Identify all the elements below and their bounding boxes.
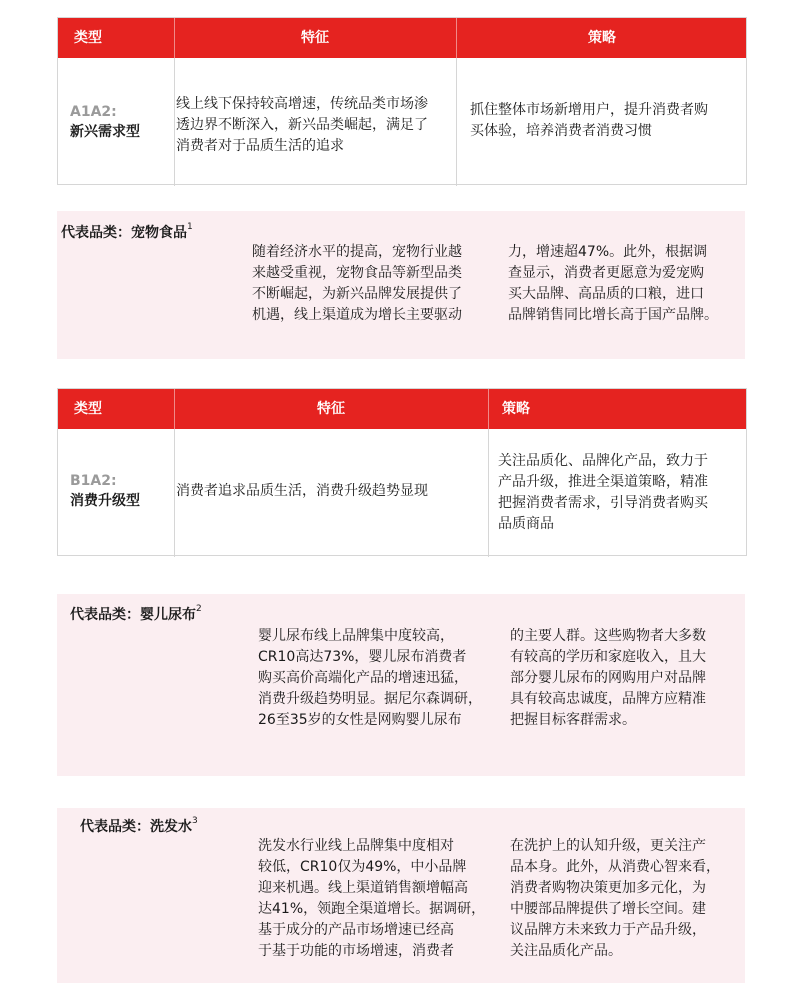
feature-line: 消费者追求品质生活，消费升级趋势显现 [176, 483, 428, 499]
text-line: 来越受重视，宠物食品等新型品类 [252, 265, 462, 281]
type-code: A1A2: [70, 104, 117, 120]
text-line: 力，增速超47%。此外，根据调 [508, 244, 708, 260]
strategy-line: 买体验，培养消费者消费习惯 [470, 123, 652, 139]
text-line: 洗发水行业线上品牌集中度相对 [258, 838, 454, 854]
paragraph-col1 [252, 242, 502, 326]
text-line: 有较高的学历和家庭收入，且大 [510, 649, 706, 665]
category-label: 代表品类：洗发水$^3$ [80, 816, 198, 835]
header-feature: 特征 [317, 401, 345, 417]
text-line: 于基于功能的市场增速，消费者 [258, 943, 454, 959]
text-line: 的主要人群。这些购物者大多数 [510, 628, 706, 644]
text-line: 查显示，消费者更愿意为爱宠购 [508, 265, 704, 281]
header-type: 类型 [74, 30, 102, 46]
category-label: 代表品类：婴儿尿布$^2$ [70, 604, 202, 623]
paragraph-col2 [510, 836, 746, 962]
strategy-line: 把握消费者需求，引导消费者购买 [498, 495, 708, 511]
text-line: CR10高达73%，婴儿尿布消费者 [258, 649, 467, 665]
type-name: 新兴需求型 [70, 124, 140, 140]
footnote-marker: 3 [192, 816, 198, 827]
paragraph-col2 [510, 626, 746, 731]
category-label: 代表品类：宠物食品$^1$ [61, 222, 193, 241]
text-line: 迎来机遇。线上渠道销售额增幅高 [258, 880, 468, 896]
feature-line: 线上线下保持较高增速，传统品类市场渗 [176, 96, 428, 112]
header-type: 类型 [74, 401, 102, 417]
text-line: 达41%，领跑全渠道增长。据调研， [258, 901, 486, 917]
strategy-line: 产品升级，推进全渠道策略，精准 [498, 474, 708, 490]
type-name: 消费升级型 [70, 493, 140, 509]
table-consumption-upgrade [57, 388, 747, 556]
text-line: 品牌销售同比增长高于国产品牌。 [508, 307, 718, 323]
text-line: 在洗护上的认知升级，更关注产 [510, 838, 706, 854]
header-strategy: 策略 [588, 30, 616, 46]
text-line: 基于成分的产品市场增速已经高 [258, 922, 454, 938]
paragraph-col2 [508, 242, 748, 326]
text-line: 把握目标客群需求。 [510, 712, 636, 728]
strategy-line: 关注品质化、品牌化产品，致力于 [498, 453, 708, 469]
text-line: 部分婴儿尿布的网购用户对品牌 [510, 670, 706, 686]
text-line: 购买高价高端化产品的增速迅猛， [258, 670, 468, 686]
text-line: 消费升级趋势明显。据尼尔森调研， [258, 691, 482, 707]
paragraph-col1 [258, 836, 508, 962]
type-cell [70, 471, 140, 511]
strategy-cell [470, 100, 740, 142]
strategy-line: 抓住整体市场新增用户，提升消费者购 [470, 102, 708, 118]
text-line: 关注品质化产品。 [510, 943, 622, 959]
type-cell [70, 102, 140, 142]
text-line: 随着经济水平的提高，宠物行业越 [252, 244, 462, 260]
header-strategy: 策略 [502, 401, 530, 417]
feature-cell [176, 481, 486, 502]
feature-line: 透边界不断深入，新兴品类崛起，满足了 [176, 117, 428, 133]
text-line: 较低，CR10仅为49%，中小品牌 [258, 859, 467, 875]
strategy-cell [498, 451, 744, 535]
text-line: 机遇，线上渠道成为增长主要驱动 [252, 307, 462, 323]
text-line: 26至35岁的女性是网购婴儿尿布 [258, 712, 462, 728]
text-line: 品本身。此外，从消费心智来看， [510, 859, 720, 875]
text-line: 婴儿尿布线上品牌集中度较高， [258, 628, 454, 644]
table-new-demand [57, 17, 747, 185]
paragraph-col1 [258, 626, 508, 731]
text-line: 议品牌方未来致力于产品升级， [510, 922, 706, 938]
feature-line: 消费者对于品质生活的追求 [176, 138, 344, 154]
footnote-marker: 2 [196, 604, 202, 615]
text-line: 买大品牌、高品质的口粮，进口 [508, 286, 704, 302]
type-code: B1A2: [70, 473, 117, 489]
header-feature: 特征 [301, 30, 329, 46]
text-line: 消费者购物决策更加多元化，为 [510, 880, 706, 896]
text-line: 中腰部品牌提供了增长空间。建 [510, 901, 706, 917]
text-line: 具有较高忠诚度，品牌方应精准 [510, 691, 706, 707]
text-line: 不断崛起，为新兴品牌发展提供了 [252, 286, 462, 302]
strategy-line: 品质商品 [498, 516, 554, 532]
feature-cell [176, 94, 454, 157]
footnote-marker: 1 [187, 222, 193, 233]
